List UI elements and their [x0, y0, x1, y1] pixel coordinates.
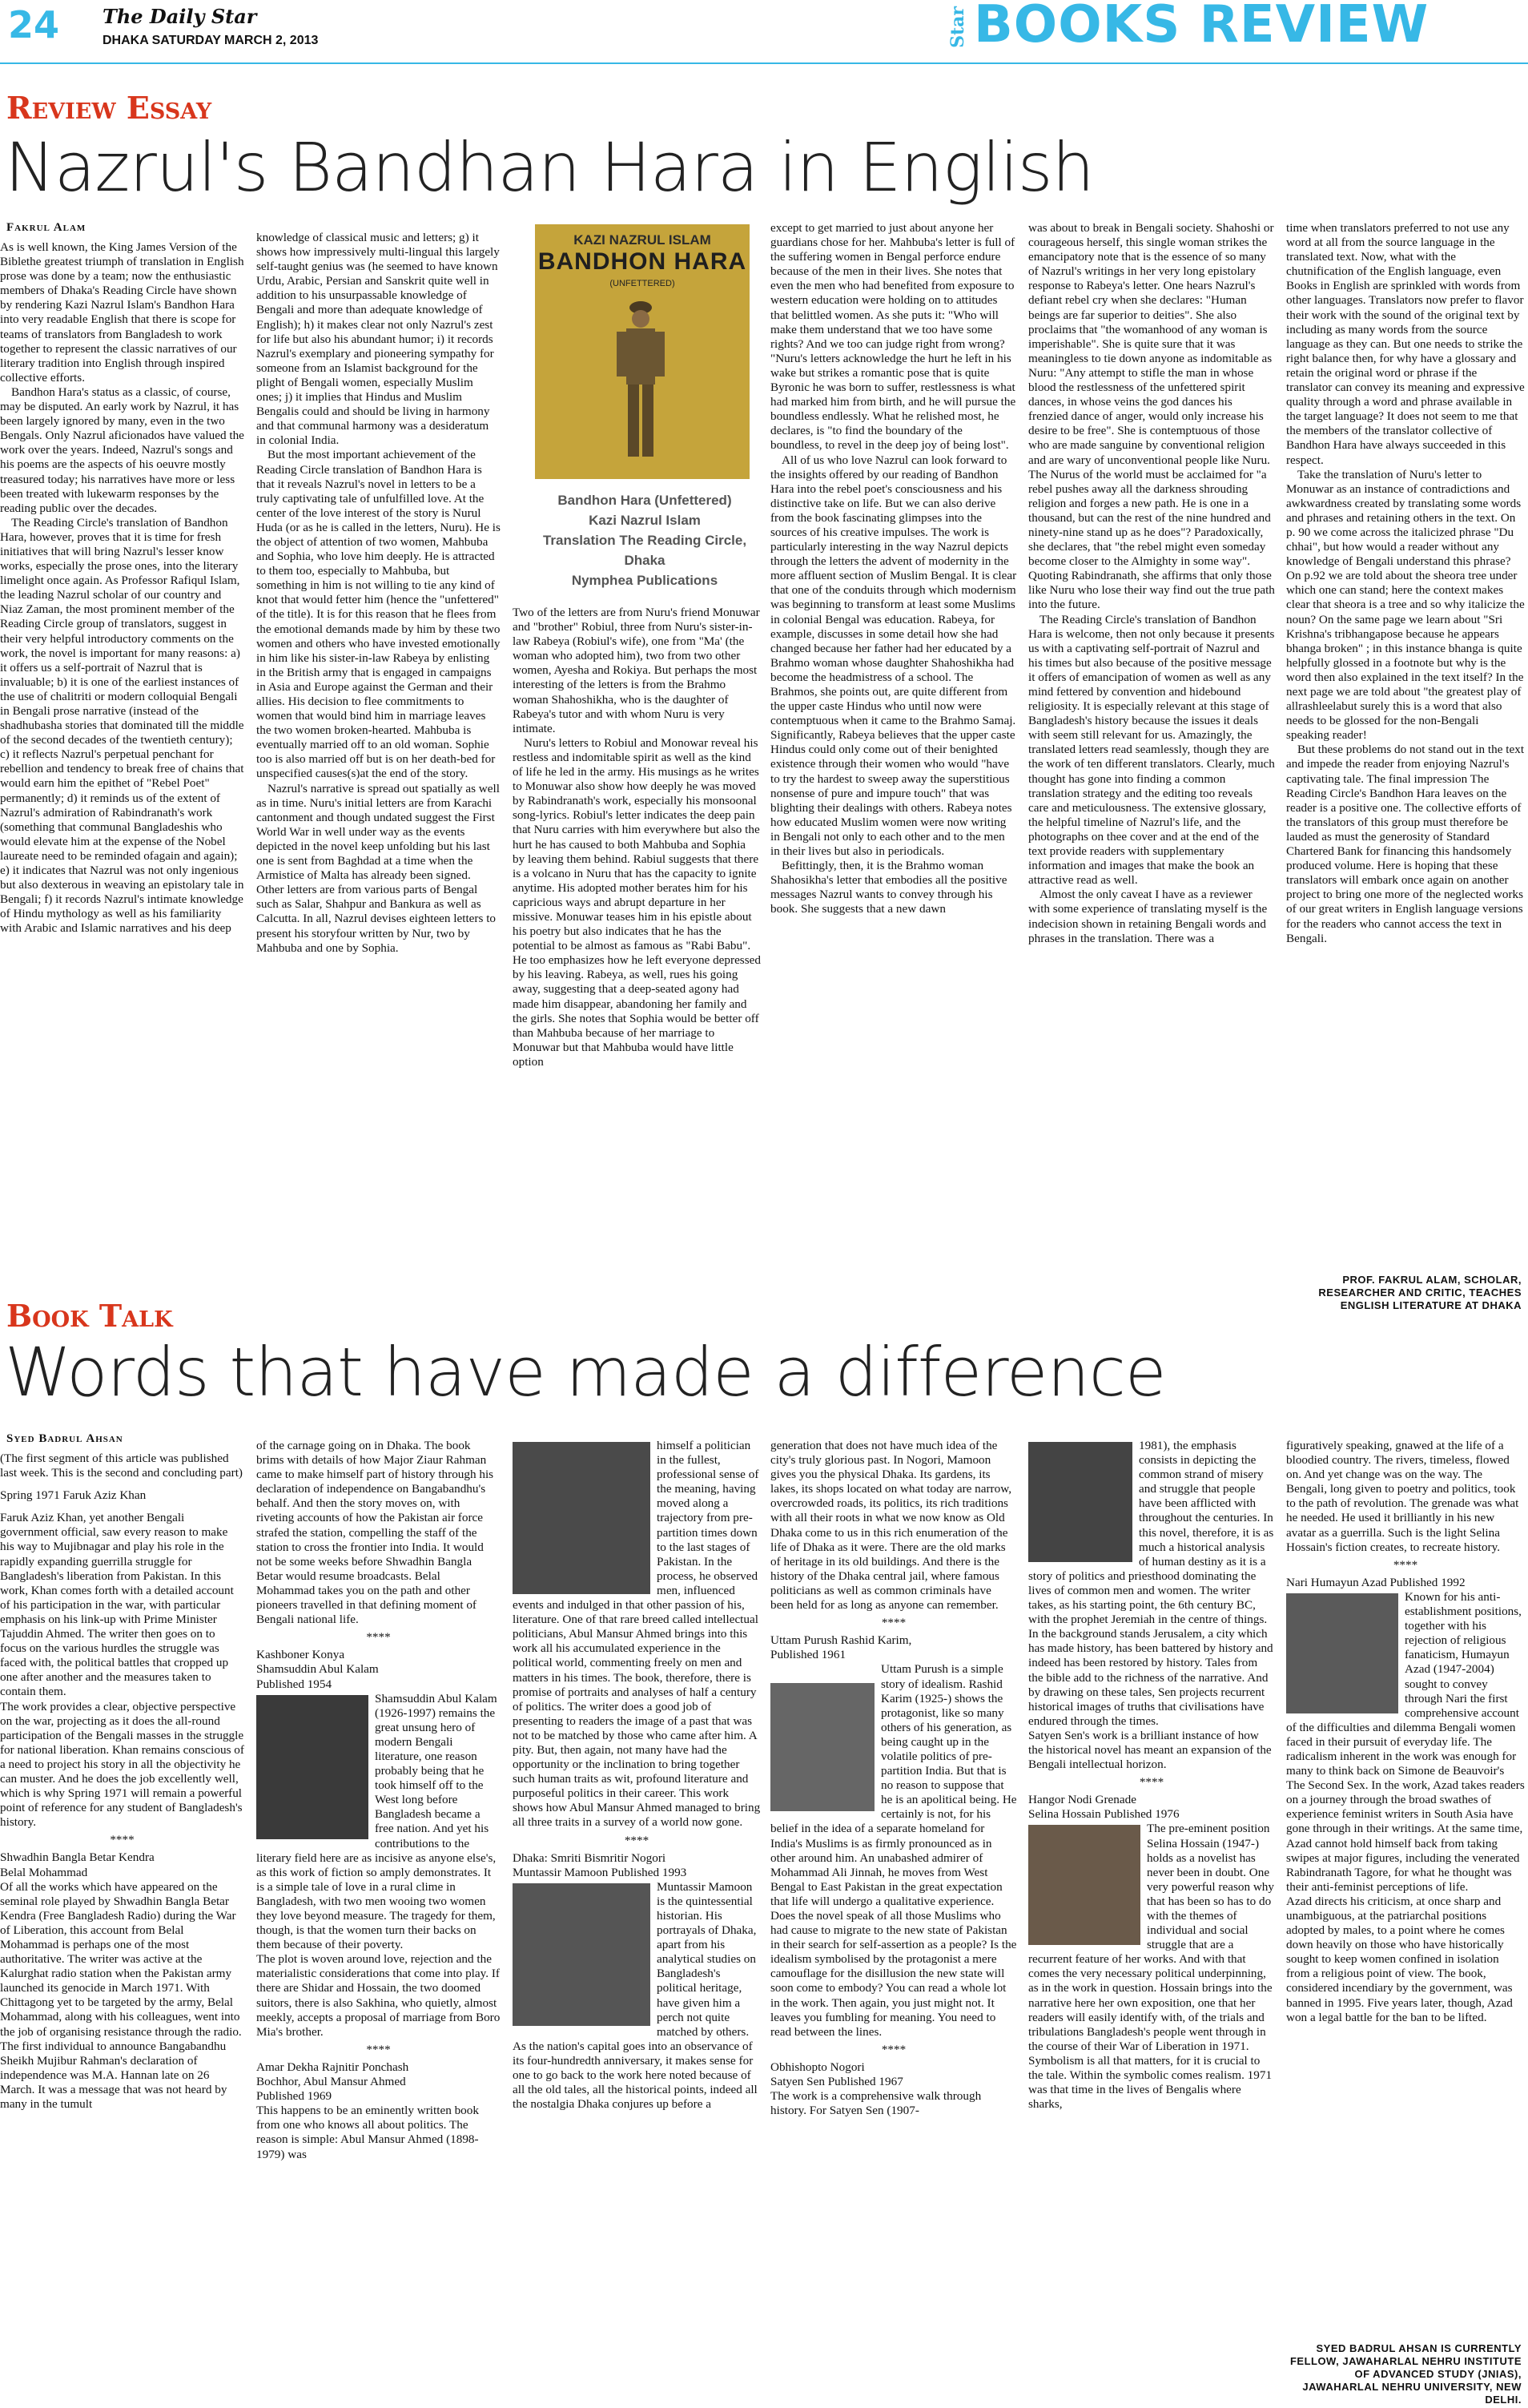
masthead-rule	[0, 62, 1528, 64]
paragraph: Does the novel speak of all those Muslims who had cause to migrate to the new state of Pakistan in their search for self-assertion as a people? Is the idealism symbolised by the protagonist a mere camouflage for the disillusion the new state will soon come to embody? You can read a whole lot in the work. Then again, you just might not. It leaves you fumbling for meaning. You need to read between the lines.	[770, 1909, 1017, 2039]
paragraph: The Reading Circle's translation of Bandhon Hara is welcome, then not only because it presents us with a captivating self-portrait of Nazrul and his times but also because of the positive message it offers of emancipation of women as well as any mind fettered by convention and hidebound religiosity. It is especially relevant at this stage of Bangladesh's history because the issues it deals with seem still relevant for us. Amazingly, the translated letters read seamlessly, though they are the work of ten different translators. Clearly, much thought has gone into finding a common translation strategy and the editing too reveals care and meticulousness. The extensive glossary, the helpful timeline of Nazrul's life, and the photographs on thee cover and at the end of the text provide readers with supplementary information and images that make the book an attractive read as well.	[1028, 612, 1275, 888]
book-entry-title: Spring 1971 Faruk Aziz Khan	[0, 1488, 147, 1503]
paragraph: Satyen Sen's work is a brilliant instance of how the historical novel has meant an expansion of the Bengali intellectual horizon.	[1028, 1728, 1272, 1772]
cover-subtitle: (UNFETTERED)	[609, 279, 675, 288]
paragraph-text: Shamsuddin Abul Kalam (1926-1997) remains the great unsung hero of modern Bengali literature, one reason probably being that he took himself off to the West long before Bangladesh became a free nation. And yet his contributions to the literary field here are as incisive as anyone else's, as this work of fiction so amply demonstrates. It is a simple tale of love in a rural clime in Bangladesh, with two men wooing two women they love beyond measure. The tragedy for them, though, is that the women turn their backs on them because of their poverty.	[256, 1691, 497, 1952]
book-entry-title: Hangor Nodi Grenade	[1028, 1793, 1136, 1807]
credit-line: SYED BADRUL AHSAN IS CURRENTLY	[1316, 2342, 1522, 2354]
credit-line: FELLOW, JAWAHARLAL NEHRU INSTITUTE	[1289, 2355, 1522, 2367]
article1-column-3	[513, 606, 761, 1320]
article1-column-6	[1286, 221, 1525, 1262]
section-separator: ****	[366, 2042, 391, 2056]
book-entry-author: Bochhor, Abul Mansur Ahmed	[256, 2075, 406, 2089]
paragraph: time when translators preferred to not use any word at all from the source language in the translated text. Now, what with the chutnification of the English language, even Books in English are sprinkled with words from other languages. Translators now prefer to flavor their work with the sound of the original text by including as many words from the source language as they can. But one needs to strike the right balance then, for why have a glossary and retain the original word or phrase if the translator can convey its meaning and expressive quality through a word and phrase available in the target language? It does not seem to me that the members of the translator collective of Bandhon Hara have always succeeded in this respect.	[1286, 221, 1525, 467]
caption-line: Dhaka	[624, 553, 665, 568]
paragraph-text: Known for his anti-establishment positions, together with his rejection of religious fanaticism, Humayun Azad (1947-2004) sought to convey through Nari the first comprehensive account of the difficulties and dilemma Bengali women faced in their pursuit of everyday life. The radicalism inherent in the work was enough for many to think back on Simone de Beauvoir's The Second Sex. In the work, Azad takes readers on a journey through the broad swathes of experience feminist writers in South Asia have gone through in their writings. At the same time, Azad cannot hold himself back from taking swipes at major figures, including the venerated Rabindranath Tagore, for what he thought was their anti-feminist perceptions of life.	[1286, 1589, 1525, 1894]
paragraph: Take the translation of Nuru's letter to Monuwar as an instance of contradictions and awkwardness created by translating some words and phrases and retaining others in the text. On p. 90 we come across the italicized phrase "Du chhai", but how would a reader without any knowledge of Bengali understand this phrase? On p.92 we are told about the sheora tree under which one can stand; here the context makes clear that sheora is a tree and so why italicize the noun? On the same page we learn about "Sri Krishna's tribhangapose because he appears bhanga broken" ; in this instance bhanga is quite helpfully glossed in a footnote but why is the word then also explained in the text itself? In the next page we are told about "the greatest play of allrashleelabut surely this is a word that also needs to be glossed for the non-Bengali speaking reader!	[1286, 467, 1525, 743]
dateline: DHAKA SATURDAY MARCH 2, 2013	[103, 34, 319, 47]
article1-headline: Nazrul's Bandhan Hara in English	[5, 128, 1094, 207]
paragraph: But these problems do not stand out in the text and impede the reader from enjoying Nazrul's captivating tale. The final impression The Reading Circle's Bandhon Hara leaves on the reader is a positive one. The collective efforts of the translators of this group must therefore be lauded as must the generosity of Standard Chartered Bank for financing this handsomely produced volume. Here is hoping that these translators will embark once again on another project to bring one more of the neglected works of our great writers in English language versions for the readers who cannot access the text in Bengali.	[1286, 743, 1525, 945]
section-separator: ****	[624, 1833, 649, 1847]
caption-line: Translation The Reading Circle,	[542, 533, 747, 548]
paragraph	[1028, 1439, 1275, 1729]
cover-author: KAZI NAZRUL ISLAM	[573, 232, 711, 248]
article1-byline: Fakrul Alam	[6, 221, 86, 234]
section-separator: ****	[1393, 1557, 1418, 1572]
book-entry-title: Nari Humayun Azad Published 1992	[1286, 1575, 1466, 1589]
caption-line: Nymphea Publications	[571, 573, 718, 588]
article1-kicker: Review Essay	[6, 90, 212, 126]
book-entry-title: Shwadhin Bangla Betar Kendra	[0, 1850, 155, 1865]
paragraph: Nuru's letters to Robiul and Monowar reveal his restless and indomitable spirit as well as the kind of life he led in the army. His musings as he writes to Monuwar also show how deeply he was moved by Rabindranath's work, especially his monsoonal song-lyrics. Robiul's letter indicates the deep pain that Nuru carries with him everywhere but also the hurt he has caused to both Mahbuba and Sophia by leaving them behind. Rabiul suggests that there is a volcano in Nuru that has the capacity to ignite anytime. His adopted mother berates him for his capricious ways and abrupt departure in her missive. Monuwar teases him in his epistle about his poetry but also indicates that he has the potential to be almost as famous as "Rabi Babu". He too emphasizes how he left everyone depressed by his leaving. Rabeya, as well, rues his going away, suggesting that a deep-seated agony had made him disappear, abandoning her family and the girls. She notes that Sophia would be better off than Mahbuba because of her marriage to Monuwar but that Mahbuba would have little option	[513, 735, 761, 1069]
article1-author-credit	[1249, 1274, 1522, 1312]
paragraph: The work is a comprehensive walk through history. For Satyen Sen (1907-	[770, 2089, 982, 2118]
paragraph: was about to break in Bengali society. Shahoshi or courageous herself, this single woman strikes the emancipatory note that is the essence of so many of Nazrul's writings in her very long epistolary response to Rabeya's letter. One hears Nazrul's defiant rebel cry when she declares: "Human beings are far superior to deities". She also proclaims that "the womanhood of any woman is imperishable". She is quite sure that it was meaningless to tie down anyone as indomitable as Nuru: "Any attempt to stifle the man in whose blood the restlessness of the unfettered spirit dances, in whose veins the god dances his frenzied dance of anger, would only increase his desire to be free". She is contemptuous of those who are made sanguine by conventional religion and are wary of unconventional people like Nuru. The Nurus of the world must be acclaimed for "a rebel pushes away all the darkness shrouding religion and forges a new path. He is one in a thousand, but can the rest of the nine hundred and ninety-nine stand up as he does"? Paradoxically, she declares, that "the rebel might even someday become closer to the Almighty in some way". Quoting Rabindranath, she affirms that only those like Nuru who lose their way find out the true path into the future.	[1028, 221, 1275, 612]
credit-line: ENGLISH LITERATURE AT DHAKA	[1340, 1299, 1522, 1311]
paragraph: Two of the letters are from Nuru's friend Monuwar and "brother" Robiul, three from Nuru's sister-in- law Rabeya (Robiul's wife), one from "Ma' (the woman who adopted him), two from two other women, Ayesha and Rokiya. But perhaps the most interesting of the letters is from the Brahmo woman Shahoshikha, who is the daughter of Rabeya's tutor and with whom Nuru is very intimate.	[513, 606, 760, 735]
paragraph	[770, 1662, 1017, 1909]
masthead	[0, 0, 1528, 62]
paragraph	[256, 1692, 501, 1953]
paragraph: This happens to be an eminently written book from one who knows all about politics. The reason is simple: Abul Mansur Ahmed (1898-1979) was	[256, 2104, 479, 2161]
paragraph: Befittingly, then, it is the Brahmo woman Shahosikha's letter that embodies all the positive messages Nazrul wants to convey through his book. She suggests that a new dawn	[770, 859, 1007, 916]
section-title: BOOKS REVIEW	[974, 0, 1429, 54]
cover-title: BANDHON HARA	[537, 248, 747, 275]
paragraph-text: Uttam Purush is a simple story of idealism. Rashid Karim (1925-) shows the protagonist, like so many others of his generation, as being caught up in the volatile politics of pre-partition India. But that is no reason to suppose that he is an apolitical being. He certainly is not, for his belief in the idea of a separate homeland for India's Muslims is as firmly pronounced as in other around him. An unabashed admirer of Mohammad Ali Jinnah, he moves from West Bengal to East Pakistan in the great expectation that life will undergo a qualitative experience.	[770, 1662, 1017, 1908]
page-number: 24	[8, 3, 60, 46]
book-entry-author: Satyen Sen Published 1967	[770, 2075, 903, 2089]
book-entry-title: Uttam Purush Rashid Karim,	[770, 1633, 912, 1648]
book-entry-author: Muntassir Mamoon Published 1993	[513, 1865, 687, 1879]
book-entry-date: Published 1954	[256, 1677, 332, 1691]
article2-column-5	[1028, 1439, 1275, 2408]
paragraph-text: 1981), the emphasis consists in depicting the common strand of misery and struggle that people have been afflicted with throughout the centuries. In this novel, therefore, it is as much a historical analysis of human destiny as it is a story of politics and priesthood dominating the lives of common men and women. The writer takes, as his starting point, the 6th century BC, with the prophet Jeremiah in the centre of things. In the background stands Jerusalem, a city which has made history, has been battered by history and indeed has been restored by history. Tales from the bible add to the richness of the narrative. And by drawing on these tales, Sen projects recurrent historical images of truths that civilisations have endured through the times.	[1028, 1439, 1274, 1728]
paragraph: generation that does not have much idea of the city's truly glorious past. In Nogori, Mamoon gives you the physical Dhaka. Its gardens, its lakes, its shops located on what today are narrow, overcrowded roads, its politics, its rich traditions with all their roots in what we now know as Old Dhaka come to us in this rich enumeration of the life of Dhaka as it were. There are the old marks of heritage in its old buildings. And there is the history of the Dhaka central jail, where famous politicians as well as common criminals have been held for as long as anyone can remember.	[770, 1439, 1011, 1613]
book-entry-title: Amar Dekha Rajnitir Ponchash	[256, 2060, 409, 2074]
star-logo: Star	[947, 6, 968, 48]
section-separator: ****	[881, 1616, 907, 1630]
author-portrait-humayun-azad	[1286, 1593, 1398, 1713]
section-separator: ****	[881, 2042, 907, 2056]
book-entry-author: Belal Mohammad	[0, 1865, 88, 1879]
article2-byline: Syed Badrul Ahsan	[6, 1432, 123, 1445]
paragraph: All of us who love Nazrul can look forward to the insights offered by our reading of Bandhon Hara into the rebel poet's consciousness and his distinctive take on life. But we can also derive from the book fascinating glimpses into the sources of his creative impulses. The work is particularly interesting in the way Nazrul depicts through the letters the advent of modernity in the more affluent section of Muslim Bengal. It is clear that one of the conduits through which modernism was beginning to transform at least some Muslims in colonial Bengal was education. Rabeya, for example, discusses in some detail how she had changed because her father had her educated by a Brahmo woman whose daughter Shahoshikha had become the headmistress of a school. The Brahmos, she points out, are quite different from the upper caste Hindus who until now were contemptuous when it came to the Brahmo Samaj. Significantly, Rabeya believes that the upper caste Hindus could only come out of their benighted existence through their women who would "have to try the hardest to sweep away the superstitious nonsense of pure and impure touch" that was blighting their dealings with others. Rabeya notes how educated Muslim women were now writing in Bengali not only to each other and to the men in their lives but also in periodicals.	[770, 453, 1017, 859]
author-portrait-kalam	[256, 1695, 368, 1839]
paragraph: The work provides a clear, objective perspective on the war, projecting as it does the all-round participation of the Bengali masses in the struggle for national liberation. Khan remains conscious of a need to project his story in all the objectivity he can muster. And he does the job excellently well, which is why Spring 1971 will remain a powerful point of reference for any student of Bangladesh's history.	[0, 1699, 244, 1830]
book-entry-author: Selina Hossain Published 1976	[1028, 1807, 1180, 1822]
article2-author-credit	[1249, 2342, 1522, 2406]
paragraph: But the most important achievement of the Reading Circle translation of Bandhon Hara is that it reveals Nazrul's novel in letters to be a truly captivating tale of unfulfilled love. At the center of the love interest of the story is Nurul Huda (or as he is called in the letters, Nuru). He is the object of attention of two women, Mahbuba and Sophia, who love him deeply. He is attracted to them too, especially to Mahbuba, but something in him is not willing to tie any kind of knot that would fetter him (hence the "unfettered" of the title). It is for this reason that he flees from the emotional demands made by him by these two women and others who have invested emotionally in him like his sister-in-law Rabeya by enlisting in the British army that is engaged in campaigns in Asia and Europe against the German and their allies. His decision to flee commitments to women that would bind him in marriage leaves the two women broken-hearted. Mahbuba is eventually married off to an old woman. Sophie too is also married off but is on her death-bed for unspecified causes(s)at the end of the story.	[256, 448, 501, 781]
credit-line: OF ADVANCED STUDY (JNIAS),	[1354, 2368, 1522, 2380]
book-caption	[513, 490, 777, 590]
credit-line: DELHI.	[1485, 2394, 1522, 2406]
paragraph: Nazrul's narrative is spread out spatially as well as in time. Nuru's initial letters are from Karachi cantonment and though undated suggest the First World War in well under way as the events depicted in the novel keep unfolding but his last one is sent from Baghdad at a time when the Armistice of Malta has already been signed. Other letters are from various parts of Bengal such as Salar, Shahpur and Bankura as well as Calcutta. In all, Nazrul devises eighteen letters to present his storyfour written by Nur, two by Mahbuba and one by Sophia.	[256, 781, 500, 955]
paragraph: (The first segment of this article was published last week. This is the second and concluding part)	[0, 1452, 243, 1480]
paragraph-text: The pre-eminent position Selina Hossain (1947-) holds as a novelist has never been in doubt. One very powerful reason why that has been so has to do with the themes of individual and social struggle that are a recurrent feature of her works. And with that comes the very necessary political underpinning, as in the work in question. Hossain brings into the narrative here her own exposition, one that her readers will easily identify with, of the trials and tribulations Bangladesh's people went through in the course of their War of Liberation in 1971.	[1028, 1822, 1274, 2053]
paragraph: Of all the works which have appeared on the seminal role played by Shwadhin Bangla Betar Kendra (Free Bangladesh Radio) during the War of Liberation, this account from Belal Mohammad is perhaps one of the most authoritative. The writer was active at the Kalurghat radio station when the Pakistan army launched its genocide in March 1971. With Chittagong yet to be targeted by the army, Belal Mohammad, along with his colleagues, went into the job of organising resistance through the radio. The first individual to announce Bangabandhu Sheikh Mujibur Rahman's declaration of independence was M.A. Hannan late on 26 March. It was a message that was not heard by many in the tumult	[0, 1879, 242, 2112]
paragraph: As is well known, the King James Version of the Biblethe greatest triumph of translation in English prose was done by a team; now the enthusiastic members of Dhaka's Reading Circle have shown by rendering Kazi Nazrul Islam's Bandhon Hara into very readable English that there is scope for teams of translators from Bangladesh to work together to represent the classic narratives of our literary tradition into English through inspired collective efforts.	[0, 240, 244, 385]
paragraph	[1286, 1590, 1525, 1895]
paragraph: except to get married to just about anyone her guardians chose for her. Mahbuba's letter is full of the suffering women in Bengal perforce endure because of the men in their lives. She notes that even the men who had benefited from exposure to western education were holding on to attitudes that belittled women. As she puts it: "Who will make them understand that we too have some rights? And we too can judge right from wrong? "Nuru's letters acknowledge the hurt he left in his wake but strikes a romantic pose that is quite Byronic he was born to suffer, restlessness is what had marked him from birth, and he will pursue the boundless endlessly. What he relished most, he declares, is "to find the boundary of the boundless, to revel in the deep joy of being lost".	[770, 221, 1016, 453]
paragraph: Bandhon Hara's status as a classic, of course, may be disputed. An early work by Nazrul, it has been largely ignored by many, even in the two Bengals. Only Nazrul aficionados have valued the work over the years. Indeed, Nazrul's songs and his poems are the aspects of his oeuvre mostly treasured today; his narratives have more or less been treated with lukewarm responses by the reading public over the decades.	[0, 385, 244, 515]
credit-line: JAWAHARLAL NEHRU UNIVERSITY, NEW	[1302, 2381, 1522, 2393]
article1-column-4	[770, 221, 1017, 1320]
paragraph: Symbolism is all that matters, for it is crucial to the tale. Within the symbolic comes realism. 1971 was that time in the lives of Bengalis where sharks,	[1028, 2053, 1273, 2112]
section-separator: ****	[110, 1833, 135, 1847]
paragraph: of the carnage going on in Dhaka. The book brims with details of how Major Ziaur Rahman came to make himself part of history through his declaration of independence on Bangabandhu's behalf. And then the story moves on, with riveting accounts of how the Pakistan air force strafed the station, compelling the staff of the station to cross the frontier into India. It would not be some weeks before Shwadhin Bangla Betar would resume broadcasts. Belal Mohammad takes you on the path and other pioneers travelled in that defining moment of Bengali national life.	[256, 1439, 494, 1627]
newspaper-name: The Daily Star	[103, 5, 257, 28]
article2-column-4	[770, 1439, 1017, 2408]
book-entry-title: Dhaka: Smriti Bismritir Nogori	[513, 1850, 666, 1865]
article2-column-6	[1286, 1439, 1525, 2304]
author-portrait-selina-hossain	[1028, 1825, 1140, 1945]
paragraph: Faruk Aziz Khan, yet another Bengali government official, saw every reason to make his way to Mujibnagar and play his role in the rapidly expanding guerrilla struggle for Bangladesh's liberation from Pakistan. In this work, Khan comes forth with a detailed account of his participation in the war, with particular emphasis on his link-up with Prime Minister Tajuddin Ahmed. The writer then goes on to focus on the various hurdles the struggle was faced with, the political battles that cropped up one after another and the measures taken to contain them.	[0, 1511, 234, 1699]
paragraph-text: himself a politician in the fullest, professional sense of the meaning, having moved along a trajectory from pre-partition times down to the last stages of Pakistan. In the process, he observed men, influenced events and indulged in that other passion of his, literature. One of that rare breed called intellectual politicians, Abul Mansur Ahmed brings into this work all his accumulated experience in the political world, commenting freely on men and matters in his times. The book, therefore, there is promise of portraits and analyses of half a century of politics. The writer does a good job of presenting to readers the image of a past that was not to be matched by those who came after him. A pity. But, then again, not many have had the opportunity or the inclination to bring together such human traits as wit, profound literature and purposeful politics in their career. This work shows how Abul Mansur Ahmed managed to bring all three traits in a survey of a world now gone.	[513, 1439, 761, 1830]
paragraph: figuratively speaking, gnawed at the life of a bloodied country. The rivers, timeless, flowed on. And yet change was on the way. The Bengali, long given to poetry and politics, took to the path of revolution. The grenade was what he needed. He used it brilliantly in his new avatar as a guerrilla. Such is the light Selina Hossain's fiction creates, to recreate history.	[1286, 1439, 1519, 1554]
article1-column-2	[256, 231, 501, 1320]
article1-column-1	[0, 240, 244, 1320]
article2-headline: Words that have made a difference	[5, 1333, 1166, 1411]
paragraph: Azad directs his criticism, at once sharp and unambiguous, at the patriarchal positions adopted by males, to a point where he comes down heavily on those who have historically sought to keep women confined in isolation from a religious point of view. The book, considered incendiary by the government, was banned in 1995. Five years later, though, Azad won a legal battle for the ban to be lifted.	[1286, 1894, 1513, 2024]
credit-line: RESEARCHER AND CRITIC, TEACHES	[1318, 1287, 1522, 1299]
paragraph	[1028, 1822, 1275, 2054]
section-separator: ****	[1139, 1775, 1164, 1790]
author-portrait-rashid-karim	[770, 1683, 875, 1811]
book-entry-date: Published 1961	[770, 1648, 846, 1662]
article2-column-2	[256, 1439, 501, 2408]
paragraph: The Reading Circle's translation of Bandhon Hara, however, proves that it is time for fresh initiatives that will bring Nazrul's lesser know works, especially the prose ones, into the literary limelight once again. As Professor Rafiqul Islam, the leading Nazrul scholar of our country and Niaz Zaman, the most prominent member of the Reading Circle group of translators, suggest in their very helpful introductory comments on the work, the novel is important for many reasons: a) it offers us a self-portrait of Nazrul that is invaluable; b) it is one of the earliest instances of the use of chalitriti or modern colloquial Bengali in Bengali prose narrative (instead of the shadhubasha stories that dominated till the middle of the second decades of the twentieth century); c) it reflects Nazrul's perpetual penchant for rebellion and tendency to break free of chains that would earn him the epithet of "Rebel Poet" permanently; d) it reminds us of the extent of Nazrul's admiration of Rabindranath's work (something that communal Bangladeshis who would elevate him at the expense of the Nobel laureate need to be reminded ofagain and again); e) it indicates that Nazrul was not only ingenious but also dexterous in weaving an epistolary tale in Bengali; f) it records Nazrul's intimate knowledge of Hindu mythology as well as his familiarity with Arabic and Islamic narratives and his deep	[0, 515, 244, 936]
paragraph: The plot is woven around love, rejection and the materialistic considerations that come into play. If there are Shidar and Hossain, the two doomed suitors, there is also Sakhina, who quietly, almost meekly, accepts a proposal of marriage from Boro Mia's brother.	[256, 1952, 501, 2039]
section-separator: ****	[366, 1630, 391, 1645]
book-entry-title: Obhishopto Nogori	[770, 2060, 865, 2074]
author-portrait-mamoon	[513, 1883, 650, 2026]
cover-soldier-figure	[609, 296, 673, 465]
article2-kicker: Book Talk	[6, 1298, 173, 1334]
paragraph	[513, 1880, 761, 2112]
book-entry-date: Published 1969	[256, 2089, 332, 2104]
author-portrait-abul-mansur	[513, 1442, 650, 1594]
paragraph	[513, 1439, 761, 1830]
caption-line: Kazi Nazrul Islam	[589, 513, 701, 528]
paragraph-text: Muntassir Mamoon is the quintessential historian. His portrayals of Dhaka, apart from his analytical studies on Bangladesh's political heritage, have given him a perch not quite matched by others. As the nation's capital goes into an observance of its four-hundredth anniversary, it makes sense for one to go back to the work here noted because of all the old tales, all the historical points, indeed all the nostalgia Dhaka conjures up before a	[513, 1879, 758, 2112]
book-entry-author: Shamsuddin Abul Kalam	[256, 1662, 379, 1677]
article2-column-1	[0, 1452, 244, 2408]
book-entry-title: Kashboner Konya	[256, 1648, 345, 1662]
paragraph: knowledge of classical music and letters; g) it shows how impressively multi-lingual this largely self-taught genius was (he seemed to have known Urdu, Arabic, Persian and Sanskrit quite well in addition to his unsurpassable knowledge of Bengali and more than adequate knowledge of English); h) it makes clear not only Nazrul's zest for life but also his abundant humor; i) it records Nazrul's exemplary and pioneering sympathy for someone from an Islamist background for the plight of Bengali women, especially Muslim ones; j) it implies that Hindus and Muslim Bengalis could and should be living in harmony and that communal harmony was a desideratum in colonial India.	[256, 231, 500, 448]
caption-line: Bandhon Hara (Unfettered)	[557, 493, 732, 508]
article1-column-5	[1028, 221, 1275, 1320]
author-portrait-satyen-sen	[1028, 1442, 1132, 1562]
credit-line: PROF. FAKRUL ALAM, SCHOLAR,	[1342, 1274, 1522, 1286]
book-cover-image	[535, 224, 750, 479]
paragraph: Almost the only caveat I have as a reviewer with some experience of translating myself is the indecision shown in retaining Bengali words and phrases in the translation. There was a	[1028, 888, 1268, 945]
article2-column-3	[513, 1439, 761, 2408]
